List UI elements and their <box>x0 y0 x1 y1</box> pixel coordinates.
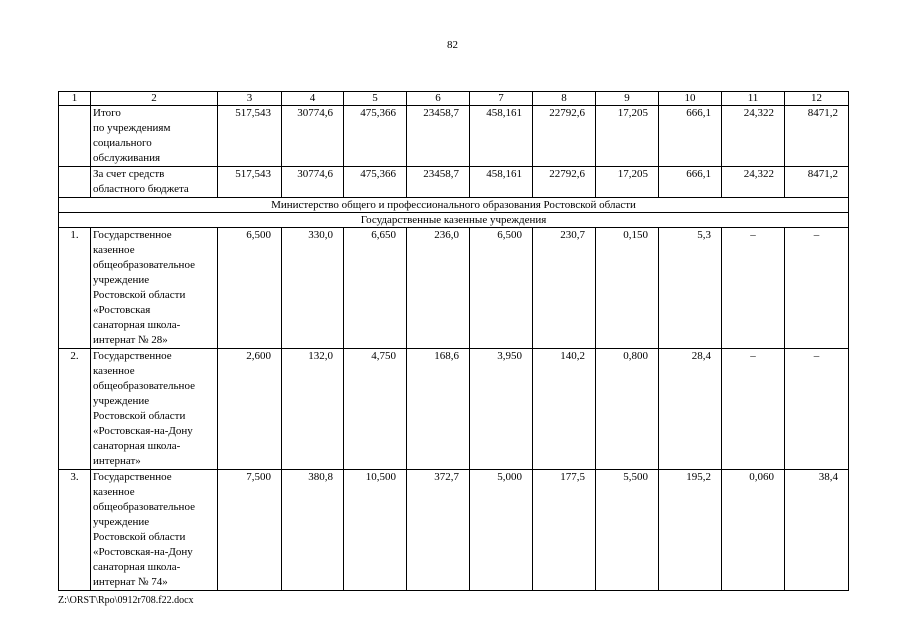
column-number: 6 <box>407 92 470 106</box>
value-cell: 5,500 <box>596 470 659 591</box>
column-number: 3 <box>218 92 282 106</box>
column-number: 8 <box>533 92 596 106</box>
value-cell: 5,000 <box>470 470 533 591</box>
value-cell: 195,2 <box>659 470 722 591</box>
value-cell: 10,500 <box>344 470 407 591</box>
column-number-row <box>59 92 849 106</box>
row-index <box>59 167 91 198</box>
value-cell: 6,500 <box>218 228 282 349</box>
value-cell: 8471,2 <box>785 167 849 198</box>
value-cell: 330,0 <box>282 228 344 349</box>
value-cell: 23458,7 <box>407 106 470 167</box>
column-number: 4 <box>282 92 344 106</box>
institution-name: Государственное казенное общеобразовательное учреждение Ростовской области «Ростовская санаторная школа- интернат № 28» <box>91 228 218 349</box>
column-number: 12 <box>785 92 849 106</box>
value-cell: 475,366 <box>344 106 407 167</box>
value-cell: 177,5 <box>533 470 596 591</box>
summary-label: За счет средств областного бюджета <box>91 167 218 198</box>
value-cell: 23458,7 <box>407 167 470 198</box>
summary-row <box>59 167 849 198</box>
summary-row <box>59 106 849 167</box>
value-cell: 38,4 <box>785 470 849 591</box>
row-index: 3. <box>59 470 91 591</box>
value-cell: 140,2 <box>533 349 596 470</box>
value-cell: 132,0 <box>282 349 344 470</box>
value-cell: – <box>722 228 785 349</box>
value-cell: 0,060 <box>722 470 785 591</box>
institution-type-heading: Государственные казенные учреждения <box>59 213 849 228</box>
value-cell: 30774,6 <box>282 106 344 167</box>
value-cell: 22792,6 <box>533 106 596 167</box>
value-cell: 2,600 <box>218 349 282 470</box>
value-cell: 7,500 <box>218 470 282 591</box>
value-cell: 4,750 <box>344 349 407 470</box>
value-cell: 3,950 <box>470 349 533 470</box>
institution-name: Государственное казенное общеобразовательное учреждение Ростовской области «Ростовская-на-Дону санаторная школа- интернат» <box>91 349 218 470</box>
value-cell: 666,1 <box>659 167 722 198</box>
column-number: 11 <box>722 92 785 106</box>
value-cell: 5,3 <box>659 228 722 349</box>
value-cell: – <box>785 228 849 349</box>
value-cell: 458,161 <box>470 106 533 167</box>
institution-name: Государственное казенное общеобразовательное учреждение Ростовской области «Ростовская-на-Дону санаторная школа- интернат № 74» <box>91 470 218 591</box>
column-number: 1 <box>59 92 91 106</box>
table-row <box>59 470 849 591</box>
value-cell: – <box>722 349 785 470</box>
value-cell: 6,500 <box>470 228 533 349</box>
value-cell: 168,6 <box>407 349 470 470</box>
value-cell: 230,7 <box>533 228 596 349</box>
column-number: 9 <box>596 92 659 106</box>
value-cell: 380,8 <box>282 470 344 591</box>
value-cell: 22792,6 <box>533 167 596 198</box>
value-cell: 24,322 <box>722 167 785 198</box>
file-path-footer: Z:\ORST\Rpo\0912r708.f22.docx <box>58 595 194 606</box>
value-cell: 17,205 <box>596 167 659 198</box>
row-index <box>59 106 91 167</box>
value-cell: 6,650 <box>344 228 407 349</box>
value-cell: 8471,2 <box>785 106 849 167</box>
ministry-heading: Министерство общего и профессионального образования Ростовской области <box>59 198 849 213</box>
column-number: 10 <box>659 92 722 106</box>
value-cell: 30774,6 <box>282 167 344 198</box>
value-cell: 28,4 <box>659 349 722 470</box>
value-cell: 236,0 <box>407 228 470 349</box>
column-number: 7 <box>470 92 533 106</box>
row-index: 2. <box>59 349 91 470</box>
page-number: 82 <box>447 39 458 51</box>
data-table <box>58 91 849 591</box>
value-cell: 475,366 <box>344 167 407 198</box>
table-row <box>59 228 849 349</box>
summary-label: Итого по учреждениям социального обслуживания <box>91 106 218 167</box>
value-cell: 0,150 <box>596 228 659 349</box>
value-cell: 666,1 <box>659 106 722 167</box>
value-cell: 0,800 <box>596 349 659 470</box>
value-cell: 517,543 <box>218 106 282 167</box>
table-row <box>59 349 849 470</box>
value-cell: 458,161 <box>470 167 533 198</box>
value-cell: 517,543 <box>218 167 282 198</box>
column-number: 2 <box>91 92 218 106</box>
value-cell: 24,322 <box>722 106 785 167</box>
column-number: 5 <box>344 92 407 106</box>
institution-type-heading-row <box>59 213 849 228</box>
ministry-heading-row <box>59 198 849 213</box>
value-cell: 372,7 <box>407 470 470 591</box>
row-index: 1. <box>59 228 91 349</box>
value-cell: 17,205 <box>596 106 659 167</box>
value-cell: – <box>785 349 849 470</box>
